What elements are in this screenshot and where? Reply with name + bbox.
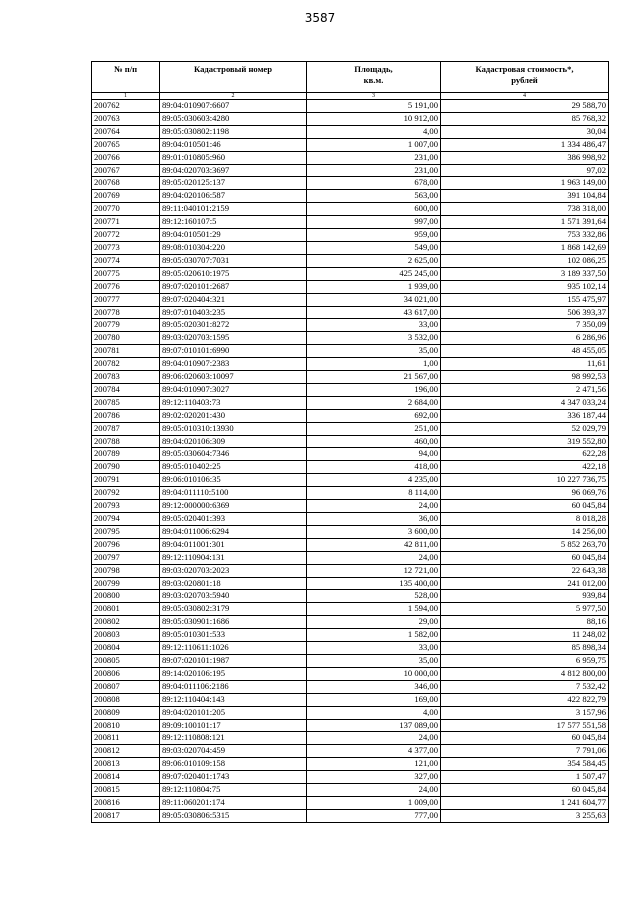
table-row xyxy=(92,745,609,758)
cadastral-number: 89:04:010501:46 xyxy=(160,138,307,151)
cadastral-number: 89:12:110808:121 xyxy=(160,732,307,745)
row-number: 200766 xyxy=(92,151,160,164)
area-value: 777,00 xyxy=(307,809,441,822)
table-row xyxy=(92,590,609,603)
cadastral-value: 3 255,63 xyxy=(441,809,609,822)
area-value: 1,00 xyxy=(307,358,441,371)
cadastral-number: 89:04:020101:205 xyxy=(160,706,307,719)
cadastral-number: 89:02:020201:430 xyxy=(160,409,307,422)
table-row xyxy=(92,241,609,254)
row-number: 200793 xyxy=(92,500,160,513)
row-number: 200771 xyxy=(92,216,160,229)
cadastral-number: 89:07:020101:2687 xyxy=(160,280,307,293)
table-row xyxy=(92,164,609,177)
cadastral-number: 89:12:110611:1026 xyxy=(160,642,307,655)
cadastral-number: 89:05:010310:13930 xyxy=(160,422,307,435)
area-value: 4 377,00 xyxy=(307,745,441,758)
table-row xyxy=(92,732,609,745)
row-number: 200801 xyxy=(92,603,160,616)
column-number-1: 1 xyxy=(92,93,160,100)
cadastral-number: 89:05:030806:5315 xyxy=(160,809,307,822)
column-number-2: 2 xyxy=(160,93,307,100)
column-number-row xyxy=(92,93,609,100)
area-value: 24,00 xyxy=(307,500,441,513)
table-row xyxy=(92,216,609,229)
cadastral-value: 506 393,37 xyxy=(441,306,609,319)
cadastral-number: 89:04:011110:5100 xyxy=(160,487,307,500)
cadastral-value: 391 104,84 xyxy=(441,190,609,203)
row-number: 200816 xyxy=(92,796,160,809)
row-number: 200810 xyxy=(92,719,160,732)
cadastral-number: 89:08:010304:220 xyxy=(160,241,307,254)
area-value: 5 191,00 xyxy=(307,100,441,113)
table-row xyxy=(92,371,609,384)
table-row xyxy=(92,809,609,822)
cadastral-number: 89:12:160107:5 xyxy=(160,216,307,229)
row-number: 200780 xyxy=(92,332,160,345)
row-number: 200795 xyxy=(92,525,160,538)
area-value: 36,00 xyxy=(307,513,441,526)
cadastral-value: 11 248,02 xyxy=(441,629,609,642)
cadastral-number: 89:07:020404:321 xyxy=(160,293,307,306)
area-value: 94,00 xyxy=(307,448,441,461)
row-number: 200767 xyxy=(92,164,160,177)
row-number: 200800 xyxy=(92,590,160,603)
area-value: 35,00 xyxy=(307,654,441,667)
row-number: 200802 xyxy=(92,616,160,629)
row-number: 200807 xyxy=(92,680,160,693)
table-row xyxy=(92,435,609,448)
row-number: 200817 xyxy=(92,809,160,822)
area-value: 24,00 xyxy=(307,784,441,797)
cadastral-value: 7 791,06 xyxy=(441,745,609,758)
row-number: 200784 xyxy=(92,383,160,396)
cadastral-number: 89:05:020401:393 xyxy=(160,513,307,526)
cadastral-number: 89:03:020703:1595 xyxy=(160,332,307,345)
cadastral-number: 89:05:010301:533 xyxy=(160,629,307,642)
cadastral-value: 4 347 033,24 xyxy=(441,396,609,409)
cadastral-value: 17 577 551,58 xyxy=(441,719,609,732)
table-row xyxy=(92,267,609,280)
cadastral-value: 102 086,25 xyxy=(441,254,609,267)
area-value: 35,00 xyxy=(307,345,441,358)
table-row xyxy=(92,448,609,461)
table-row xyxy=(92,138,609,151)
area-value: 251,00 xyxy=(307,422,441,435)
area-value: 997,00 xyxy=(307,216,441,229)
row-number: 200788 xyxy=(92,435,160,448)
row-number: 200775 xyxy=(92,267,160,280)
cadastral-number: 89:06:010109:158 xyxy=(160,758,307,771)
cadastral-value: 3 189 337,50 xyxy=(441,267,609,280)
table-row xyxy=(92,706,609,719)
area-value: 425 245,00 xyxy=(307,267,441,280)
cadastral-number: 89:06:020603:10097 xyxy=(160,371,307,384)
table-row xyxy=(92,693,609,706)
cadastral-value: 1 241 604,77 xyxy=(441,796,609,809)
cadastral-value: 939,84 xyxy=(441,590,609,603)
cadastral-value: 60 045,84 xyxy=(441,500,609,513)
cadastral-value: 8 018,28 xyxy=(441,513,609,526)
area-value: 2 684,00 xyxy=(307,396,441,409)
area-value: 2 625,00 xyxy=(307,254,441,267)
cadastral-number: 89:12:110404:143 xyxy=(160,693,307,706)
table-row xyxy=(92,500,609,513)
table-row xyxy=(92,629,609,642)
table-row xyxy=(92,229,609,242)
cadastral-number: 89:04:020703:3697 xyxy=(160,164,307,177)
area-value: 4 235,00 xyxy=(307,474,441,487)
table-row xyxy=(92,564,609,577)
cadastral-number: 89:11:060201:174 xyxy=(160,796,307,809)
row-number: 200772 xyxy=(92,229,160,242)
cadastral-value: 48 455,05 xyxy=(441,345,609,358)
table-row xyxy=(92,190,609,203)
table-row xyxy=(92,719,609,732)
cadastral-value: 1 507,47 xyxy=(441,771,609,784)
cadastral-value: 98 992,53 xyxy=(441,371,609,384)
area-value: 4,00 xyxy=(307,706,441,719)
area-value: 3 600,00 xyxy=(307,525,441,538)
cadastral-value: 1 963 149,00 xyxy=(441,177,609,190)
table-header xyxy=(92,62,609,100)
area-value: 678,00 xyxy=(307,177,441,190)
cadastral-value: 10 227 736,75 xyxy=(441,474,609,487)
cadastral-number: 89:09:100101:17 xyxy=(160,719,307,732)
page-number: 3587 xyxy=(304,11,336,25)
cadastral-number: 89:07:020401:1743 xyxy=(160,771,307,784)
header-area: Площадь, кв.м. xyxy=(307,62,441,93)
cadastral-number: 89:01:010805:960 xyxy=(160,151,307,164)
table-row xyxy=(92,667,609,680)
cadastral-table xyxy=(91,61,609,823)
header-row xyxy=(92,62,609,93)
row-number: 200792 xyxy=(92,487,160,500)
area-value: 1 009,00 xyxy=(307,796,441,809)
row-number: 200785 xyxy=(92,396,160,409)
cadastral-value: 935 102,14 xyxy=(441,280,609,293)
area-value: 43 617,00 xyxy=(307,306,441,319)
cadastral-number: 89:05:030802:3179 xyxy=(160,603,307,616)
cadastral-value: 60 045,84 xyxy=(441,784,609,797)
row-number: 200783 xyxy=(92,371,160,384)
cadastral-value: 7 532,42 xyxy=(441,680,609,693)
cadastral-value: 97,02 xyxy=(441,164,609,177)
cadastral-value: 5 977,50 xyxy=(441,603,609,616)
cadastral-value: 753 332,86 xyxy=(441,229,609,242)
cadastral-value: 386 998,92 xyxy=(441,151,609,164)
row-number: 200762 xyxy=(92,100,160,113)
row-number: 200815 xyxy=(92,784,160,797)
cadastral-number: 89:06:010106:35 xyxy=(160,474,307,487)
header-cadastral-value: Кадастровая стоимость*, рублей xyxy=(441,62,609,93)
table-row xyxy=(92,383,609,396)
table-row xyxy=(92,474,609,487)
cadastral-value: 6 286,96 xyxy=(441,332,609,345)
table-row xyxy=(92,487,609,500)
row-number: 200804 xyxy=(92,642,160,655)
table-row xyxy=(92,254,609,267)
row-number: 200787 xyxy=(92,422,160,435)
table-row xyxy=(92,358,609,371)
area-value: 135 400,00 xyxy=(307,577,441,590)
row-number: 200774 xyxy=(92,254,160,267)
cadastral-value: 241 012,00 xyxy=(441,577,609,590)
row-number: 200768 xyxy=(92,177,160,190)
cadastral-number: 89:05:020125:137 xyxy=(160,177,307,190)
table-row xyxy=(92,525,609,538)
row-number: 200798 xyxy=(92,564,160,577)
cadastral-number: 89:04:010907:2383 xyxy=(160,358,307,371)
cadastral-number: 89:05:030604:7346 xyxy=(160,448,307,461)
row-number: 200811 xyxy=(92,732,160,745)
cadastral-number: 89:07:010403:235 xyxy=(160,306,307,319)
row-number: 200764 xyxy=(92,125,160,138)
cadastral-value: 6 959,75 xyxy=(441,654,609,667)
table-row xyxy=(92,100,609,113)
area-value: 563,00 xyxy=(307,190,441,203)
cadastral-value: 60 045,84 xyxy=(441,551,609,564)
area-value: 1 007,00 xyxy=(307,138,441,151)
row-number: 200777 xyxy=(92,293,160,306)
area-value: 327,00 xyxy=(307,771,441,784)
row-number: 200763 xyxy=(92,112,160,125)
table-row xyxy=(92,177,609,190)
cadastral-number: 89:04:010907:3027 xyxy=(160,383,307,396)
table-row xyxy=(92,112,609,125)
cadastral-value: 1 334 486,47 xyxy=(441,138,609,151)
cadastral-number: 89:03:020704:459 xyxy=(160,745,307,758)
area-value: 231,00 xyxy=(307,151,441,164)
row-number: 200796 xyxy=(92,538,160,551)
cadastral-number: 89:03:020703:2023 xyxy=(160,564,307,577)
cadastral-number: 89:05:010402:25 xyxy=(160,461,307,474)
area-value: 33,00 xyxy=(307,642,441,655)
cadastral-value: 5 852 263,70 xyxy=(441,538,609,551)
area-value: 10 912,00 xyxy=(307,112,441,125)
cadastral-value: 422 822,79 xyxy=(441,693,609,706)
row-number: 200814 xyxy=(92,771,160,784)
table-body xyxy=(92,100,609,823)
cadastral-value: 4 812 800,00 xyxy=(441,667,609,680)
cadastral-value: 22 643,38 xyxy=(441,564,609,577)
cadastral-value: 96 069,76 xyxy=(441,487,609,500)
row-number: 200794 xyxy=(92,513,160,526)
table-row xyxy=(92,796,609,809)
cadastral-value: 85 898,34 xyxy=(441,642,609,655)
table-row xyxy=(92,332,609,345)
table-row xyxy=(92,422,609,435)
cadastral-value: 14 256,00 xyxy=(441,525,609,538)
cadastral-value: 11,61 xyxy=(441,358,609,371)
row-number: 200765 xyxy=(92,138,160,151)
area-value: 42 811,00 xyxy=(307,538,441,551)
row-number: 200790 xyxy=(92,461,160,474)
table-row xyxy=(92,319,609,332)
cadastral-number: 89:05:030603:4280 xyxy=(160,112,307,125)
cadastral-number: 89:12:110904:131 xyxy=(160,551,307,564)
cadastral-number: 89:04:010907:6607 xyxy=(160,100,307,113)
area-value: 600,00 xyxy=(307,203,441,216)
row-number: 200799 xyxy=(92,577,160,590)
area-value: 3 532,00 xyxy=(307,332,441,345)
row-number: 200809 xyxy=(92,706,160,719)
area-value: 549,00 xyxy=(307,241,441,254)
table-row xyxy=(92,771,609,784)
row-number: 200786 xyxy=(92,409,160,422)
cadastral-value: 85 768,32 xyxy=(441,112,609,125)
cadastral-number: 89:12:110804:75 xyxy=(160,784,307,797)
row-number: 200813 xyxy=(92,758,160,771)
cadastral-number: 89:07:020101:1987 xyxy=(160,654,307,667)
area-value: 24,00 xyxy=(307,732,441,745)
cadastral-value: 1 571 391,64 xyxy=(441,216,609,229)
cadastral-number: 89:04:010501:29 xyxy=(160,229,307,242)
table-row xyxy=(92,151,609,164)
area-value: 460,00 xyxy=(307,435,441,448)
table-row xyxy=(92,306,609,319)
cadastral-number: 89:04:011006:6294 xyxy=(160,525,307,538)
cadastral-value: 29 588,70 xyxy=(441,100,609,113)
area-value: 12 721,00 xyxy=(307,564,441,577)
header-cadastral-number: Кадастровый номер xyxy=(160,62,307,93)
cadastral-value: 354 584,45 xyxy=(441,758,609,771)
table-row xyxy=(92,551,609,564)
area-value: 1 582,00 xyxy=(307,629,441,642)
table-row xyxy=(92,654,609,667)
area-value: 121,00 xyxy=(307,758,441,771)
row-number: 200806 xyxy=(92,667,160,680)
row-number: 200776 xyxy=(92,280,160,293)
row-number: 200791 xyxy=(92,474,160,487)
area-value: 34 021,00 xyxy=(307,293,441,306)
table-row xyxy=(92,409,609,422)
row-number: 200812 xyxy=(92,745,160,758)
cadastral-value: 52 029,79 xyxy=(441,422,609,435)
row-number: 200779 xyxy=(92,319,160,332)
cadastral-number: 89:04:011001:301 xyxy=(160,538,307,551)
table-row xyxy=(92,280,609,293)
table-row xyxy=(92,461,609,474)
area-value: 528,00 xyxy=(307,590,441,603)
row-number: 200778 xyxy=(92,306,160,319)
area-value: 418,00 xyxy=(307,461,441,474)
column-number-3: 3 xyxy=(307,93,441,100)
cadastral-number: 89:14:020106:195 xyxy=(160,667,307,680)
area-value: 29,00 xyxy=(307,616,441,629)
row-number: 200789 xyxy=(92,448,160,461)
table-row xyxy=(92,125,609,138)
area-value: 24,00 xyxy=(307,551,441,564)
cadastral-number: 89:03:020703:5940 xyxy=(160,590,307,603)
area-value: 231,00 xyxy=(307,164,441,177)
cadastral-number: 89:05:030802:1198 xyxy=(160,125,307,138)
table-row xyxy=(92,203,609,216)
area-value: 137 089,00 xyxy=(307,719,441,732)
area-value: 21 567,00 xyxy=(307,371,441,384)
table-row xyxy=(92,616,609,629)
cadastral-value: 60 045,84 xyxy=(441,732,609,745)
area-value: 169,00 xyxy=(307,693,441,706)
area-value: 4,00 xyxy=(307,125,441,138)
cadastral-number: 89:04:020106:309 xyxy=(160,435,307,448)
cadastral-value: 88,16 xyxy=(441,616,609,629)
table-row xyxy=(92,345,609,358)
cadastral-number: 89:05:030707:7031 xyxy=(160,254,307,267)
cadastral-number: 89:04:020106:587 xyxy=(160,190,307,203)
cadastral-number: 89:05:020301:8272 xyxy=(160,319,307,332)
cadastral-number: 89:12:110403:73 xyxy=(160,396,307,409)
cadastral-number: 89:04:011106:2186 xyxy=(160,680,307,693)
cadastral-number: 89:07:010101:6990 xyxy=(160,345,307,358)
area-value: 196,00 xyxy=(307,383,441,396)
area-value: 692,00 xyxy=(307,409,441,422)
cadastral-value: 622,28 xyxy=(441,448,609,461)
row-number: 200781 xyxy=(92,345,160,358)
cadastral-value: 7 350,09 xyxy=(441,319,609,332)
cadastral-number: 89:05:020610:1975 xyxy=(160,267,307,280)
table-row xyxy=(92,680,609,693)
area-value: 346,00 xyxy=(307,680,441,693)
cadastral-value: 336 187,44 xyxy=(441,409,609,422)
table-row xyxy=(92,538,609,551)
area-value: 959,00 xyxy=(307,229,441,242)
cadastral-value: 30,04 xyxy=(441,125,609,138)
row-number: 200805 xyxy=(92,654,160,667)
table-row xyxy=(92,784,609,797)
table-row xyxy=(92,396,609,409)
area-value: 8 114,00 xyxy=(307,487,441,500)
cadastral-number: 89:05:030901:1686 xyxy=(160,616,307,629)
row-number: 200769 xyxy=(92,190,160,203)
row-number: 200773 xyxy=(92,241,160,254)
header-number: № п/п xyxy=(92,62,160,93)
cadastral-number: 89:03:020801:18 xyxy=(160,577,307,590)
table-row xyxy=(92,758,609,771)
cadastral-value: 319 552,80 xyxy=(441,435,609,448)
cadastral-number: 89:11:040101:2159 xyxy=(160,203,307,216)
table-row xyxy=(92,642,609,655)
row-number: 200797 xyxy=(92,551,160,564)
cadastral-value: 738 318,00 xyxy=(441,203,609,216)
table-row xyxy=(92,513,609,526)
table-row xyxy=(92,603,609,616)
row-number: 200803 xyxy=(92,629,160,642)
cadastral-value: 1 868 142,69 xyxy=(441,241,609,254)
area-value: 10 000,00 xyxy=(307,667,441,680)
cadastral-value: 422,18 xyxy=(441,461,609,474)
area-value: 1 594,00 xyxy=(307,603,441,616)
cadastral-value: 155 475,97 xyxy=(441,293,609,306)
cadastral-number: 89:12:000000:6369 xyxy=(160,500,307,513)
area-value: 1 939,00 xyxy=(307,280,441,293)
area-value: 33,00 xyxy=(307,319,441,332)
table-row xyxy=(92,577,609,590)
row-number: 200808 xyxy=(92,693,160,706)
row-number: 200782 xyxy=(92,358,160,371)
column-number-4: 4 xyxy=(441,93,609,100)
cadastral-value: 3 157,96 xyxy=(441,706,609,719)
cadastral-value: 2 471,56 xyxy=(441,383,609,396)
row-number: 200770 xyxy=(92,203,160,216)
table-row xyxy=(92,293,609,306)
